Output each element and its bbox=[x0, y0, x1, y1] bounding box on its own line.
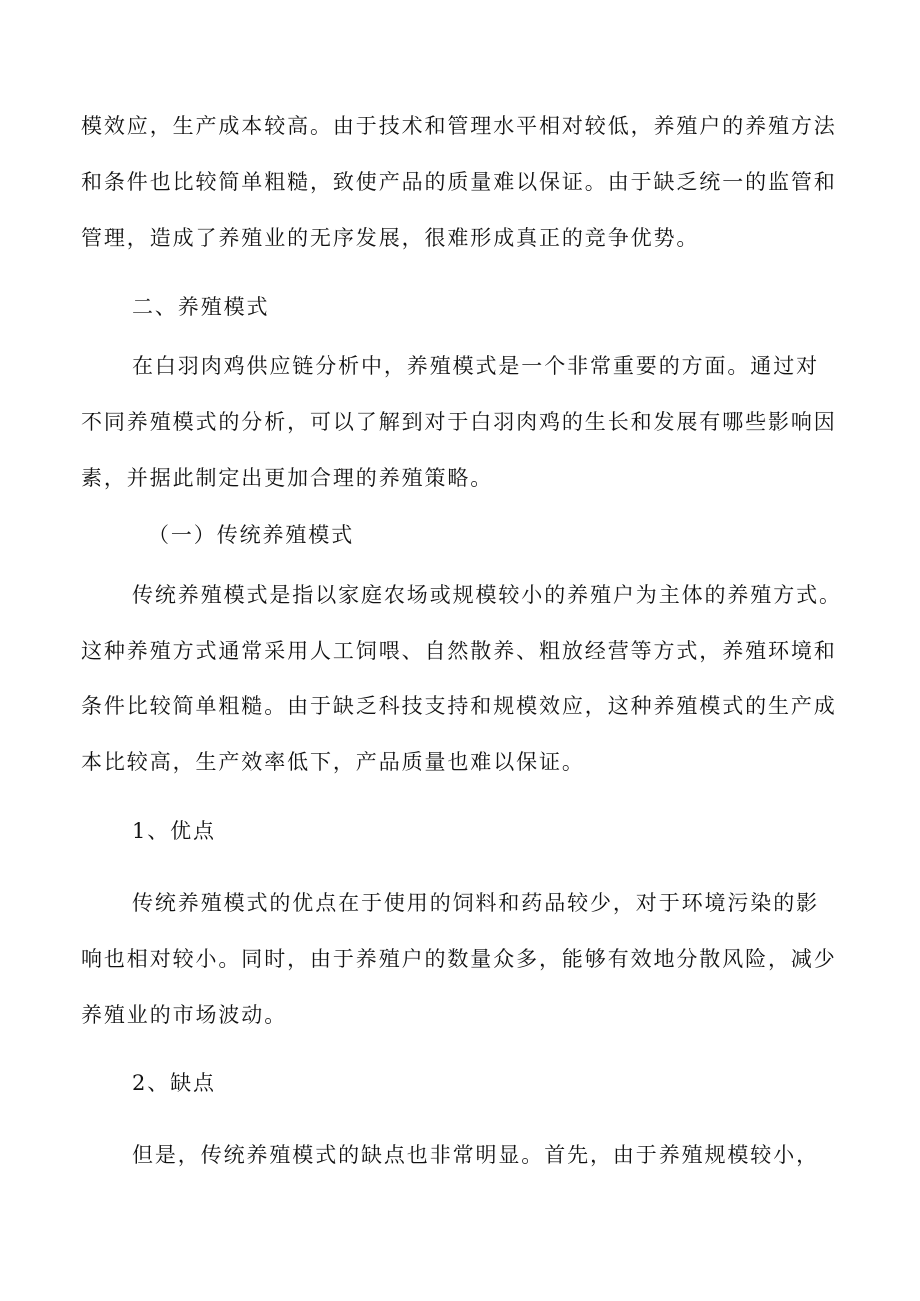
paragraph-4-line-3: 养殖业的市场波动。 bbox=[81, 1003, 288, 1027]
paragraph-3-line-3: 条件比较简单粗糙。由于缺乏科技支持和规模效应，这种养殖模式的生产成 bbox=[81, 694, 837, 718]
paragraph-5-line-1: 但是，传统养殖模式的缺点也非常明显。首先，由于养殖规模较小， bbox=[132, 1143, 819, 1167]
paragraph-4-line-2: 响也相对较小。同时，由于养殖户的数量众多，能够有效地分散风险，减少 bbox=[81, 947, 837, 971]
paragraph-4-line-1: 传统养殖模式的优点在于使用的饲料和药品较少，对于环境污染的影 bbox=[132, 891, 819, 915]
paragraph-1-line-3: 管理，造成了养殖业的无序发展，很难形成真正的竞争优势。 bbox=[81, 226, 700, 250]
paragraph-3-line-1: 传统养殖模式是指以家庭农场或规模较小的养殖户为主体的养殖方式。 bbox=[132, 583, 842, 607]
paragraph-2-line-3: 素，并据此制定出更加合理的养殖策略。 bbox=[81, 466, 494, 490]
paragraph-3-line-2: 这种养殖方式通常采用人工饲喂、自然散养、粗放经营等方式，养殖环境和 bbox=[81, 639, 837, 663]
heading-advantages: 1、优点 bbox=[132, 819, 216, 843]
paragraph-1-line-2: 和条件也比较简单粗糙，致使产品的质量难以保证。由于缺乏统一的监管和 bbox=[81, 170, 837, 194]
paragraph-2-line-1: 在白羽肉鸡供应链分析中，养殖模式是一个非常重要的方面。通过对 bbox=[132, 354, 819, 378]
heading-disadvantages: 2、缺点 bbox=[132, 1071, 216, 1095]
paragraph-1-line-1: 模效应，生产成本较高。由于技术和管理水平相对较低，养殖户的养殖方法 bbox=[81, 114, 837, 138]
subsection-heading-traditional: （一）传统养殖模式 bbox=[148, 523, 355, 547]
paragraph-2-line-2: 不同养殖模式的分析，可以了解到对于白羽肉鸡的生长和发展有哪些影响因 bbox=[81, 410, 837, 434]
paragraph-3-line-4: 本比较高，生产效率低下，产品质量也难以保证。 bbox=[81, 750, 585, 774]
section-heading-breeding-modes: 二、养殖模式 bbox=[132, 295, 270, 319]
